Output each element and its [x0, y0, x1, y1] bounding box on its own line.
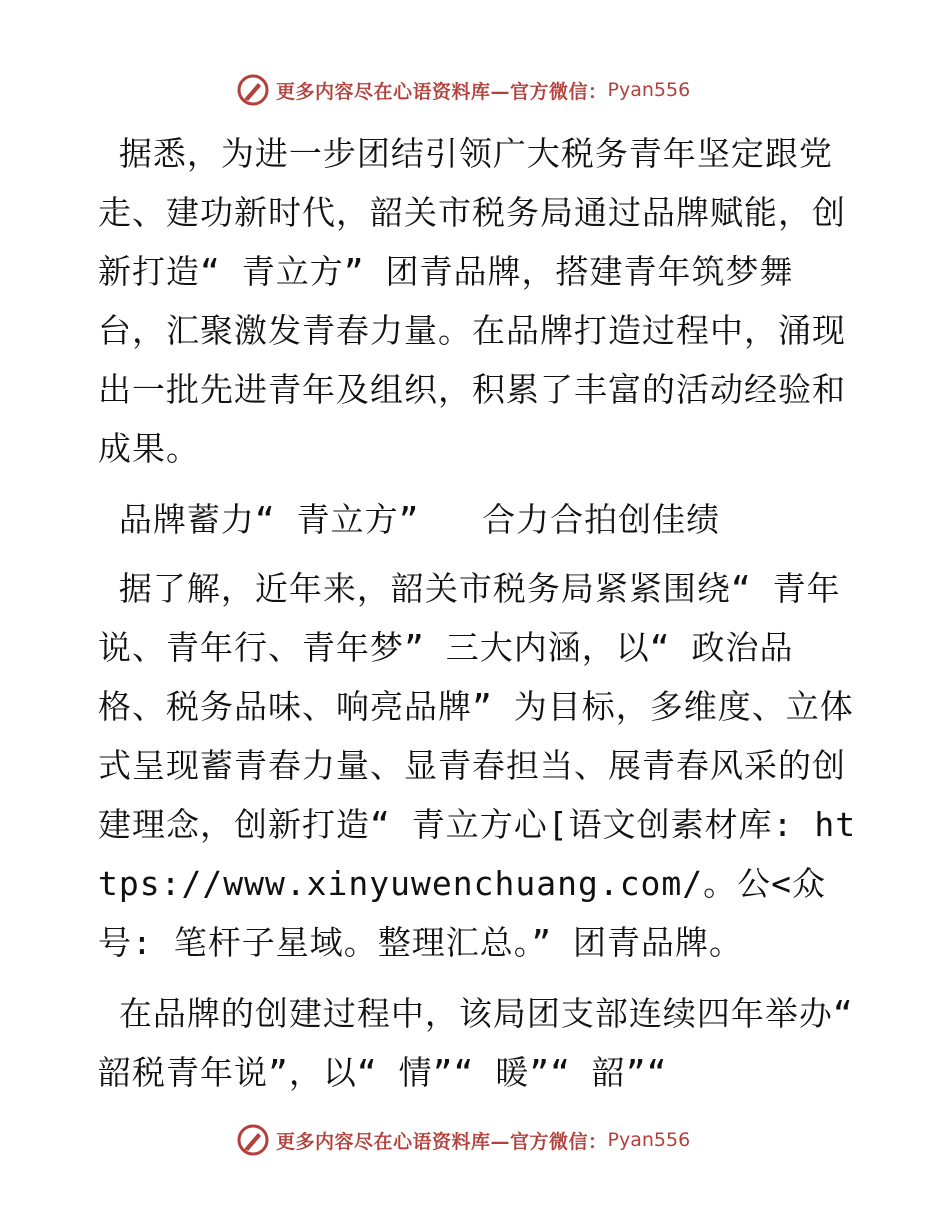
footer-watermark-banner [236, 1122, 690, 1158]
banner-text: 更多内容尽在心语资料库—官方微信： [276, 1130, 608, 1153]
pen-logo-icon [236, 73, 270, 107]
paragraph-intro: 据悉，为进一步团结引领广大税务青年坚定跟党走、建功新时代，韶关市税务局通过品牌赋能，创新打造“ 青立方” 团青品牌，搭建青年筑梦舞台，汇聚激发青春力量。在品牌打造过程中，涌现出一批先进青年及组织，积累了丰富的活动经验和成果。 [98, 134, 846, 468]
pen-logo-icon [236, 1123, 270, 1157]
banner-wechat-id: Pyan556 [607, 1129, 691, 1151]
banner-text: 更多内容尽在心语资料库—官方微信： [276, 80, 608, 103]
section-heading: 品牌蓄力“ 青立方” 合力合拍创佳绩 [98, 500, 721, 539]
banner-wechat-id: Pyan556 [607, 79, 691, 101]
paragraph-activities: 在品牌的创建过程中，该局团支部连续四年举办“ 韶税青年说”，以“ 情”“ 暖”“ 韶”“ [98, 994, 875, 1092]
document-body [98, 124, 875, 1114]
paragraph-brand: 据了解，近年来，韶关市税务局紧紧围绕“ 青年说、青年行、青年梦” 三大内涵，以“ 政治品格、税务品味、响亮品牌” 为目标，多维度、立体式呈现蓄青春力量、显青春担当、展青春风采的创建理念，创新打造“ 青立方心[语文创素材库: https://www.xinyuwenchuang.com/。公<众号: 笔杆子星域。整理汇总。” 团青品牌。 [98, 569, 857, 962]
header-watermark-banner [236, 72, 690, 108]
